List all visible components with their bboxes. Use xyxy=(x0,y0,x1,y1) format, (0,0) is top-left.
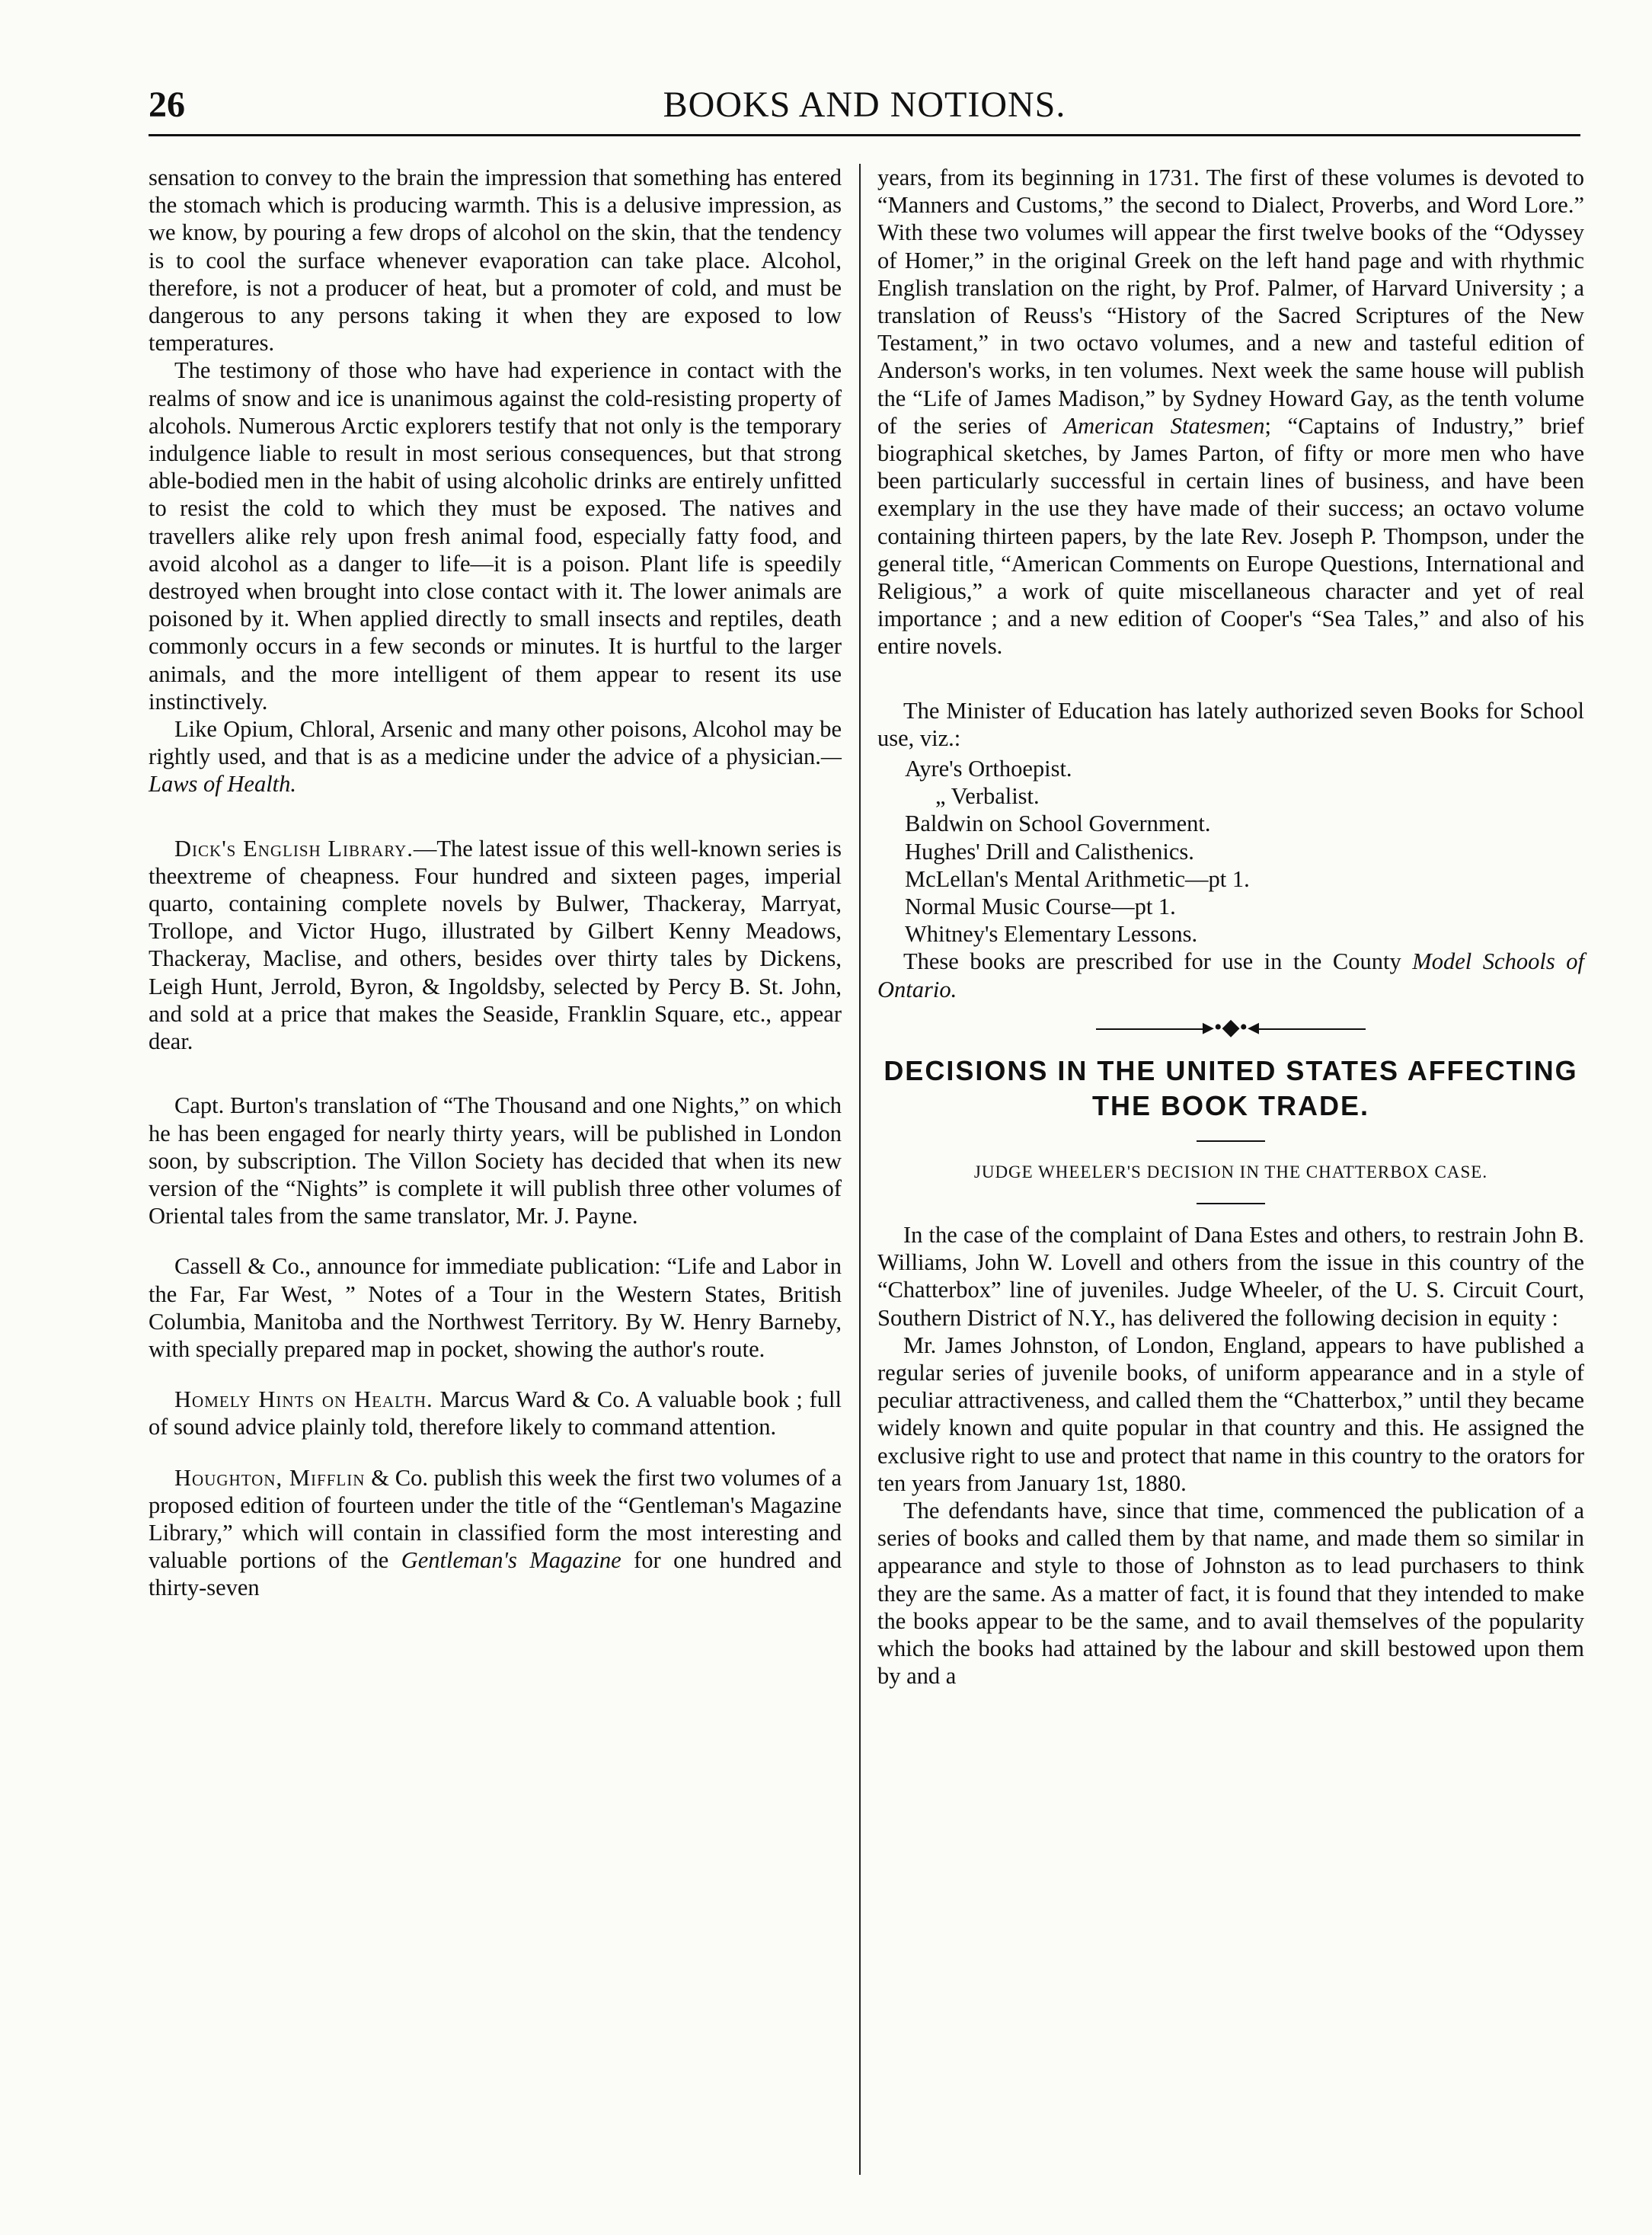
article-paragraph: Mr. James Johnston, of London, England, appears to have published a regular series of juvenile books, of uniform appearance and in a style of peculiar attractiveness, and called them the “Chatterbox,” until they became widely known and quite popular in that country and this. He assigned the exclusive right to use and protect that name in this country to the orators for ten years from January 1st, 1880. xyxy=(877,1332,1584,1496)
article-paragraph xyxy=(877,164,1584,660)
notice-lead: Dick's English Library. xyxy=(174,835,414,862)
right-column xyxy=(877,164,1584,1690)
ornamental-rule xyxy=(877,1012,1584,1043)
notice-body: Marcus Ward & Co. A valuable book ; full of sound advice plainly told, therefore likely to command attention. xyxy=(149,1386,842,1440)
article-paragraph xyxy=(149,715,842,798)
paragraph-text: These books are prescribed for use in the County xyxy=(903,948,1413,975)
article-paragraph: sensation to convey to the brain the impression that something has entered the stomach which is producing warmth. This is a delusive impression, as we know, by pouring a few drops of alcohol on the skin, that the tendency is to cool the surface whenever evaporation can take place. Alcohol, therefore, is not a producer of heat, but a promoter of cold, and must be dangerous to any persons taking it when they are exposed to low temperatures. xyxy=(149,165,842,357)
school-name: Model Schools of Ontario. xyxy=(877,948,1585,1002)
running-title: BOOKS AND NOTIONS. xyxy=(663,85,1066,125)
heading-rule xyxy=(1197,1140,1265,1142)
section-subheading: JUDGE WHEELER'S DECISION IN THE CHATTERBOX CASE. xyxy=(973,1162,1488,1181)
paragraph-text: years, from its beginning in 1731. The first of these volumes is devoted to “Manners and Customs,” the second to Dialect, Proverbs, and Word Lore.” With these two volumes will appear the first twelve books of the “Odyssey of Homer,” in the original Greek on the left hand page and with rhythmic English translation on the right, by Prof. Palmer, of Harvard University ; a translation of Reuss's “History of the Sacred Scriptures of the New Testament,” in two octavo volumes, and a new and tasteful edition of Anderson's works, in ten volumes. Next week the same house will publish the “Life of James Madison,” by Sydney Howard Gay, as the tenth volume of the series of xyxy=(877,165,1584,439)
article-paragraph: The defendants have, since that time, commenced the publication of a series of books and called them by that name, and made them so similar in appearance and style to those of Johnston as to lead purchasers to think they are the same. As a matter of fact, it is found that they intended to make the books appear to be the same, and to avail themselves of the popularity which the books had attained by the labour and skill bestowed upon them by and a xyxy=(877,1497,1584,1690)
source-attribution: —Laws of Health. xyxy=(149,743,842,798)
notice-body: —The latest issue of this well-known series is theextreme of cheapness. Four hundred and sixteen pages, imperial quarto, containing complete novels by Bulwer, Thackeray, Marryat, Trollope, and Victor Hugo, illustrated by Gilbert Kenny Meadows, Thackeray, Maclise, and others, besides over thirty tales by Dickens, Leigh Hunt, Jerrold, Byron, & Ingoldsby, selected by Percy B. St. John, and sold at a price that makes the Seaside, Franklin Square, etc., appear dear. xyxy=(149,835,842,1055)
notice-body: for one hundred and thirty-seven xyxy=(149,1547,842,1601)
series-title: American Statesmen xyxy=(1063,412,1265,439)
notice-houghton xyxy=(149,1464,842,1602)
subheading-rule xyxy=(1197,1203,1265,1204)
notice-homely-hints xyxy=(149,1386,842,1440)
book-item: Normal Music Course—pt 1. xyxy=(905,894,1176,920)
book-item: Ayre's Orthoepist. xyxy=(905,756,1072,782)
column-divider xyxy=(859,164,861,2175)
paragraph-text: ; “Captains of Industry,” brief biographical sketches, by James Parton, of fifty or more men who have been particularly successful in certain lines of business, and have been exemplary in the use they have made of their success; an octavo volume containing thirteen papers, by the late Rev. Joseph P. Thompson, under the general title, “American Comments on Europe Questions, International and Religious,” a work of quite miscellaneous character and yet of real importance ; and a new edition of Cooper's “Sea Tales,” and also of his entire novels. xyxy=(877,412,1584,660)
book-item: „ Verbalist. xyxy=(935,783,1040,810)
paragraph-text: Like Opium, Chloral, Arsenic and many other poisons, Alcohol may be rightly used, and that is as a medicine under the advice of a physician. xyxy=(149,716,842,770)
notice-cassell: Cassell & Co., announce for immediate publication: “Life and Labor in the Far, Far West, ” Notes of a Tour in the Western States, British Columbia, Manitoba and the Northwest Territory. By W. Henry Barneby, with specially prepared map in pocket, showing the author's route. xyxy=(149,1253,842,1362)
page-header xyxy=(149,82,1580,136)
page-number: 26 xyxy=(149,85,185,125)
minister-notice: The Minister of Education has lately authorized seven Books for School use, viz.: xyxy=(877,697,1584,751)
book-item: McLellan's Mental Arithmetic—pt 1. xyxy=(905,865,1250,892)
notice-burton: Capt. Burton's translation of “The Thousand and one Nights,” on which he has been engaged for nearly thirty years, will be published in London soon, by subscription. The Villon Society has decided that when its new version of the “Nights” is complete it will publish three other volumes of Oriental tales from the same translator, Mr. J. Payne. xyxy=(149,1092,842,1229)
book-item: Whitney's Elementary Lessons. xyxy=(905,921,1198,948)
article-paragraph: In the case of the complaint of Dana Estes and others, to restrain John B. Williams, John W. Lovell and others from the issue in this country of the “Chatterbox” line of juveniles. Judge Wheeler, of the U. S. Circuit Court, Southern District of N.Y., has delivered the following decision in equity : xyxy=(877,1221,1584,1331)
book-item: Baldwin on School Government. xyxy=(905,811,1211,837)
notice-italic: Gentleman's Magazine xyxy=(401,1547,621,1574)
notice-body: & Co. publish this week the first two volumes of a proposed edition of fourteen under the title of the “Gentleman's Magazine Library,” which will contain in classified form the most interesting and valuable portions of the xyxy=(149,1464,842,1574)
book-item: Hughes' Drill and Calisthenics. xyxy=(905,838,1194,865)
ornament-glyph: ▸•◆•◂ xyxy=(1202,1014,1260,1040)
book-list xyxy=(905,755,1584,948)
notice-dicks-library xyxy=(149,835,842,1056)
notice-lead: Houghton, Mifflin xyxy=(174,1464,366,1491)
section-heading: DECISIONS IN THE UNITED STATES AFFECTING THE BOOK TRADE. xyxy=(884,1054,1578,1121)
notice-lead: Homely Hints on Health. xyxy=(174,1386,433,1413)
article-paragraph: The testimony of those who have had experience in contact with the realms of snow and ice is unanimous against the cold-resisting property of alcohols. Numerous Arctic explorers testify that not only is the temporary indulgence liable to result in most serious consequences, but that strong able-bodied men in the habit of using alcoholic drinks are entirely unfitted to resist the cold to which they must be exposed. The natives and travellers alike rely upon fresh animal food, especially fatty food, and avoid alcohol as a danger to life—it is a poison. Plant life is speedily destroyed when brought into close contact with it. The lower animals are poisoned by it. When applied directly to small insects and reptiles, death commonly occurs in a few seconds or minutes. It is hurtful to the larger animals, and the more intelligent of them appear to resent its use instinctively. xyxy=(149,357,842,715)
prescribed-note xyxy=(877,948,1584,1002)
left-column xyxy=(149,164,842,1602)
